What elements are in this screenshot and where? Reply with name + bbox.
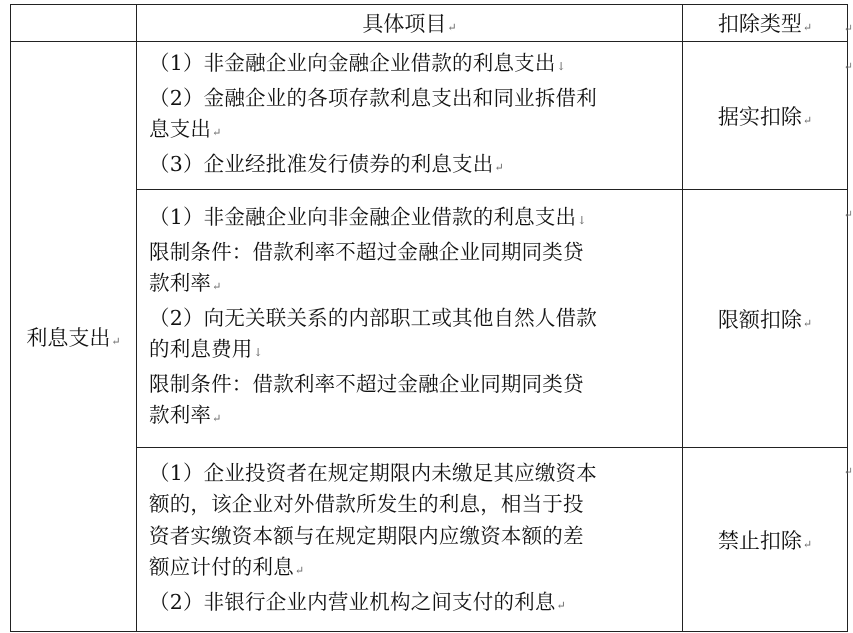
category-cell <box>11 42 137 632</box>
deduction-type-label: 禁止扣除 <box>717 528 802 553</box>
header-item-cell <box>137 5 683 42</box>
table-row <box>11 42 848 190</box>
list-item: 资者实缴资本额与在规定期限内应缴资本额的差 <box>149 523 584 548</box>
list-item: （2）金融企业的各项存款利息支出和同业拆借利 <box>149 85 597 110</box>
paragraph-mark-icon: ↵ <box>802 113 813 127</box>
list-item: 限制条件：借款利率不超过金融企业同期同类贷 <box>149 239 584 264</box>
row-end-mark-icon: ↵ <box>843 208 853 221</box>
line-break-icon: ↓ <box>253 346 263 360</box>
items-cell <box>137 448 683 632</box>
category-label: 利息支出 <box>26 325 111 350</box>
paragraph-mark-icon: ↵ <box>802 21 813 34</box>
list-item: 款利率↵ <box>149 403 222 428</box>
paragraph-mark-icon: ↵ <box>212 280 222 294</box>
list-item: （2）非银行企业内营业机构之间支付的利息↵ <box>149 589 566 614</box>
paragraph-mark-icon: ↵ <box>111 334 121 348</box>
paragraph-mark-icon: ↵ <box>212 126 222 139</box>
list-item: （2）向无关联关系的内部职工或其他自然人借款 <box>149 305 597 330</box>
items-cell <box>137 42 683 190</box>
list-item: （3）企业经批准发行债券的利息支出↵ <box>149 151 504 176</box>
list-item: （1）非金融企业向非金融企业借款的利息支出↓ <box>149 205 587 230</box>
line-break-icon: ↓ <box>577 214 587 228</box>
paragraph-mark-icon: ↵ <box>494 160 504 174</box>
type-cell <box>683 42 848 190</box>
header-item-label: 具体项目 <box>362 12 447 36</box>
list-item: （1）企业投资者在规定期限内未缴足其应缴资本 <box>149 460 597 485</box>
list-item: （1）非金融企业向金融企业借款的利息支出↓ <box>149 51 566 75</box>
list-item: 额的，该企业对外借款所发生的利息，相当于投 <box>149 492 584 517</box>
list-item: 息支出↵ <box>149 117 222 141</box>
paragraph-mark-icon: ↵ <box>447 21 457 34</box>
row-end-mark-icon: ↵ <box>843 60 853 73</box>
row-end-mark-icon: ↵ <box>843 22 853 35</box>
paragraph-mark-icon: ↵ <box>556 598 566 612</box>
list-item: 限制条件：借款利率不超过金融企业同期同类贷 <box>149 371 584 396</box>
list-item: 额应计付的利息↵ <box>149 555 305 580</box>
row-end-mark-icon: ↵ <box>843 465 853 478</box>
table-row <box>11 448 848 632</box>
paragraph-mark-icon: ↵ <box>802 316 813 330</box>
line-break-icon: ↓ <box>556 60 566 73</box>
items-cell <box>137 190 683 448</box>
header-blank-cell <box>11 5 137 42</box>
header-type-cell <box>683 5 848 42</box>
paragraph-mark-icon: ↵ <box>802 537 813 551</box>
list-item: 款利率↵ <box>149 271 222 296</box>
table-row <box>11 190 848 448</box>
interest-deduction-table <box>10 4 848 632</box>
paragraph-mark-icon: ↵ <box>294 564 305 578</box>
header-type-label: 扣除类型 <box>717 12 802 36</box>
paragraph-mark-icon: ↵ <box>212 412 222 426</box>
type-cell <box>683 448 848 632</box>
list-item: 的利息费用↓ <box>149 337 263 362</box>
type-cell <box>683 190 848 448</box>
deduction-type-label: 限额扣除 <box>717 307 802 332</box>
table-header-row <box>11 5 848 42</box>
deduction-type-label: 据实扣除 <box>717 104 802 129</box>
